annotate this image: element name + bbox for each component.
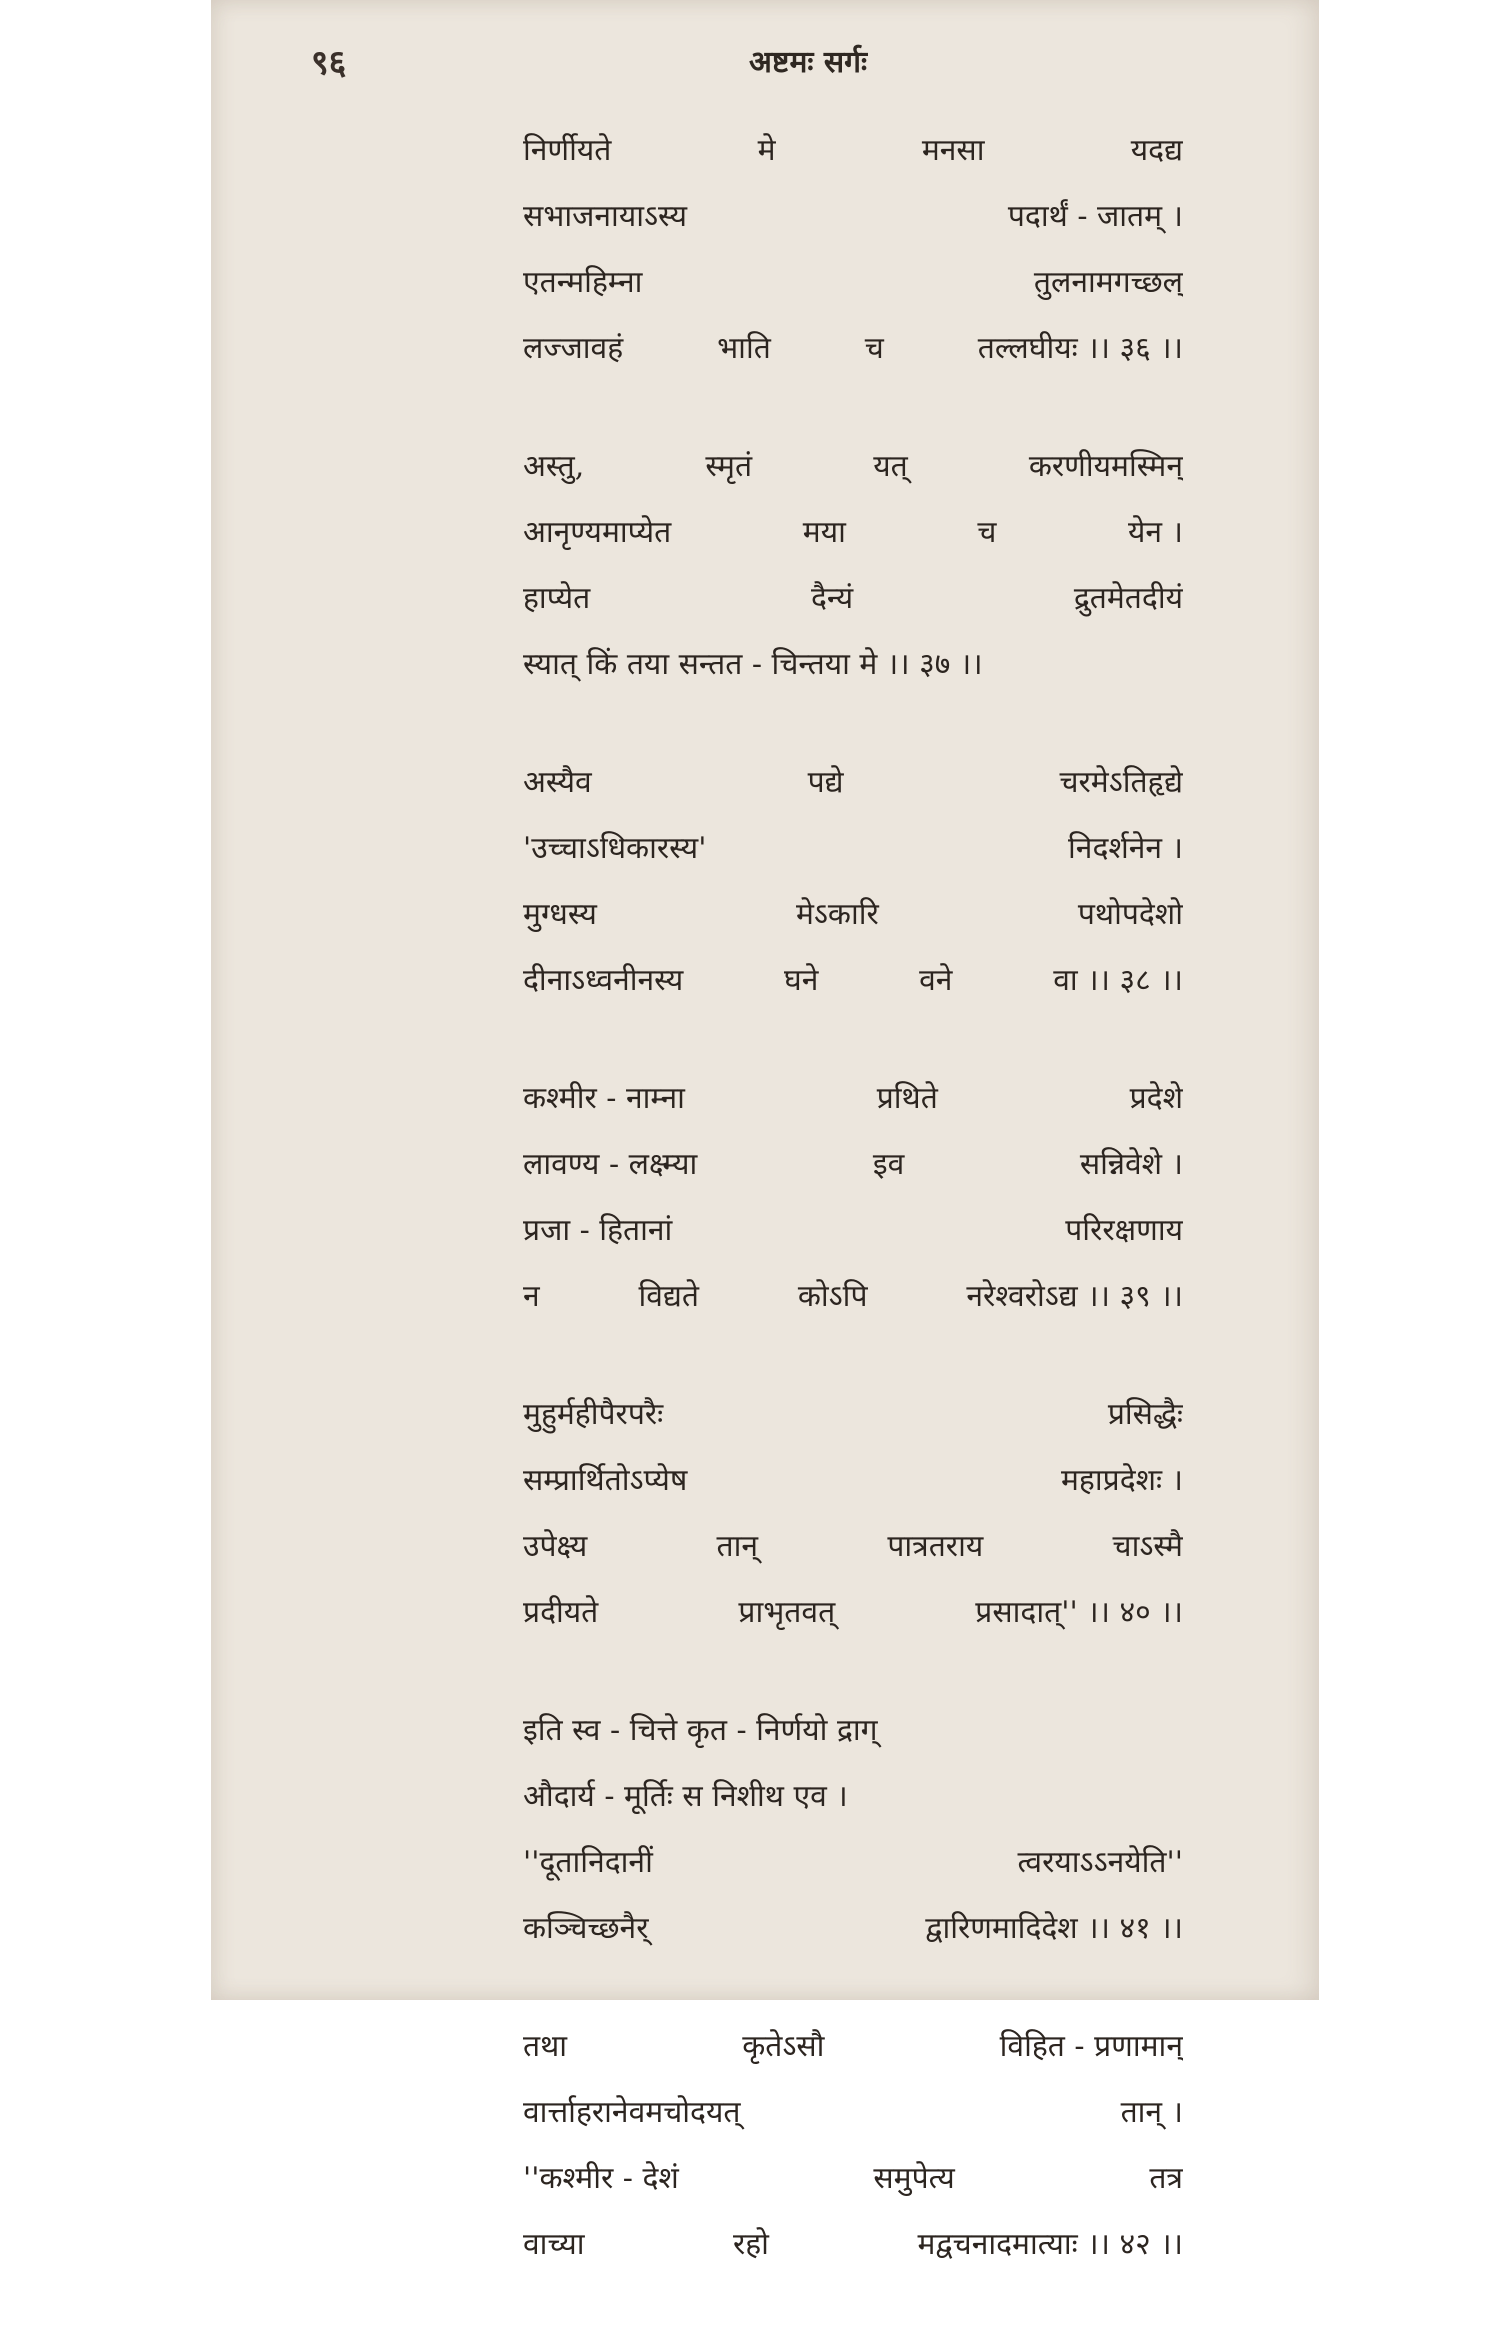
verse-word: द्रुतमेतदीयं [1073, 581, 1183, 616]
verse-word: तथा [523, 2029, 568, 2064]
verse-word: प्रदीयते [523, 1595, 599, 1630]
verse-word: अस्तु, [523, 449, 585, 484]
verse-word: रहो [732, 2227, 769, 2262]
verse-word: च [864, 331, 884, 366]
verse-stanza [523, 434, 1183, 698]
verse-word: न [523, 1279, 540, 1314]
verse-word: विद्यते [638, 1279, 699, 1314]
verse-line [523, 566, 1183, 632]
verse-line [523, 1066, 1183, 1132]
verse-word: निर्णीयते [523, 133, 612, 168]
verse-line [523, 2212, 1183, 2278]
verse-stanza [523, 2014, 1183, 2278]
verse-line [523, 1264, 1183, 1330]
verse-word: भाति [717, 331, 771, 366]
verse-word: उपेक्ष्य [523, 1529, 588, 1564]
verse-word: सन्निवेशे । [1079, 1147, 1183, 1182]
verse-word: येन । [1128, 515, 1183, 550]
verse-word: औदार्य - मूर्तिः स निशीथ एव । [523, 1779, 848, 1814]
verse-word: हाप्येत [523, 581, 591, 616]
verse-stanza [523, 118, 1183, 382]
verse-word: अस्यैव [523, 765, 592, 800]
verse-word: वार्त्ताहरानेवमचोदयत् [523, 2095, 741, 2130]
verse-word: पथोपदेशो [1077, 897, 1183, 932]
verse-word: तल्लघीयः ।। ३६ ।। [977, 331, 1183, 366]
right-margin [1319, 0, 1500, 2000]
verse-line [523, 1580, 1183, 1646]
verse-line [523, 632, 1183, 698]
verse-word: तत्र [1149, 2161, 1183, 2196]
verse-line [523, 118, 1183, 184]
chapter-header: अष्टमः सर्गः [749, 45, 868, 80]
verse-line [523, 1830, 1183, 1896]
verse-line [523, 434, 1183, 500]
verse-stanza [523, 1066, 1183, 1330]
verse-word: तुलनामगच्छल् [1033, 265, 1183, 300]
verse-word: महाप्रदेशः । [1060, 1463, 1183, 1498]
verse-word: कश्मीर - नाम्ना [523, 1081, 685, 1116]
verse-stanza [523, 1698, 1183, 1962]
verse-word: वने [919, 963, 953, 998]
verse-word: मुग्धस्य [523, 897, 597, 932]
verse-line [523, 250, 1183, 316]
verse-word: पद्ये [807, 765, 844, 800]
verse-word: दैन्यं [810, 581, 854, 616]
verse-word: मुहुर्महीपैरपरैः [523, 1397, 664, 1432]
verse-word: मे [757, 133, 776, 168]
verse-word: कञ्चिच्छनैर् [523, 1911, 649, 1946]
verse-word: एतन्महिम्ना [523, 265, 643, 300]
verse-word: मेऽकारि [795, 897, 879, 932]
verse-word: लज्जावहं [523, 331, 624, 366]
book-page [211, 0, 1319, 2262]
verse-word: परिरक्षणाय [1065, 1213, 1183, 1248]
verse-word: तान् [716, 1529, 759, 1564]
verse-stanza [523, 1382, 1183, 1646]
verse-word: त्वरयाऽऽनयेति'' [1017, 1845, 1183, 1880]
verse-word: सम्प्रार्थितोऽप्येष [523, 1463, 688, 1498]
verse-line [523, 750, 1183, 816]
verse-word: वाच्या [523, 2227, 585, 2262]
verse-line [523, 1764, 1183, 1830]
verse-word: चाऽस्मै [1112, 1529, 1183, 1564]
verse-list [523, 118, 1183, 2330]
verse-line [523, 1896, 1183, 1962]
verse-word: निदर्शनेन । [1068, 831, 1183, 866]
verse-word: विहित - प्रणामान् [999, 2029, 1183, 2064]
verse-word: मया [802, 515, 846, 550]
verse-line [523, 1448, 1183, 1514]
page-number: ९६ [311, 43, 347, 83]
verse-word: सभाजनायाऽस्य [523, 199, 688, 234]
verse-word: इति स्व - चित्ते कृत - निर्णयो द्राग् [523, 1713, 878, 1748]
verse-line [523, 2014, 1183, 2080]
verse-word: इव [872, 1147, 905, 1182]
verse-line [523, 1198, 1183, 1264]
verse-word: आनृण्यमाप्येत [523, 515, 672, 550]
verse-line [523, 882, 1183, 948]
verse-word: प्रथिते [876, 1081, 938, 1116]
verse-word: प्रदेशे [1129, 1081, 1183, 1116]
verse-word: लावण्य - लक्ष्म्या [523, 1147, 698, 1182]
verse-word: घने [783, 963, 819, 998]
verse-word: ''कश्मीर - देशं [523, 2161, 679, 2196]
verse-word: च [977, 515, 997, 550]
verse-word: प्राभृतवत् [738, 1595, 836, 1630]
verse-word: यत् [873, 449, 908, 484]
verse-word: यदद्य [1130, 133, 1183, 168]
verse-stanza [523, 750, 1183, 1014]
verse-word: द्वारिणमादिदेश ।। ४१ ।। [925, 1911, 1183, 1946]
verse-word: प्रसिद्धैः [1107, 1397, 1183, 1432]
verse-word: स्मृतं [705, 449, 753, 484]
verse-word: तान् । [1120, 2095, 1183, 2130]
verse-line [523, 2080, 1183, 2146]
verse-line [523, 500, 1183, 566]
verse-word: चरमेऽतिहृद्ये [1059, 765, 1183, 800]
verse-word: कृतेऽसौ [742, 2029, 825, 2064]
verse-word: पात्रतराय [887, 1529, 984, 1564]
verse-line [523, 2146, 1183, 2212]
verse-line [523, 1132, 1183, 1198]
verse-word: समुपेत्य [873, 2161, 955, 2196]
verse-line [523, 184, 1183, 250]
verse-word: मद्वचनादमात्याः ।। ४२ ।। [917, 2227, 1183, 2262]
verse-word: 'उच्चाऽधिकारस्य' [523, 831, 707, 866]
verse-word: ''दूतानिदानीं [523, 1845, 653, 1880]
verse-line [523, 316, 1183, 382]
verse-line [523, 948, 1183, 1014]
verse-word: कोऽपि [797, 1279, 868, 1314]
verse-line [523, 1698, 1183, 1764]
verse-word: स्यात् किं तया सन्तत - चिन्तया मे ।। ३७ ।। [523, 647, 983, 682]
verse-word: वा ।। ३८ ।। [1053, 963, 1183, 998]
verse-word: मनसा [921, 133, 985, 168]
verse-word: दीनाऽध्वनीनस्य [523, 963, 684, 998]
verse-word: नरेश्वरोऽद्य ।। ३९ ।। [966, 1279, 1183, 1314]
verse-word: प्रसादात्'' ।। ४० ।। [975, 1595, 1183, 1630]
verse-line [523, 1382, 1183, 1448]
verse-word: करणीयमस्मिन् [1028, 449, 1183, 484]
verse-word: पदार्थं - जातम् । [1007, 199, 1183, 234]
verse-word: प्रजा - हितानां [523, 1213, 673, 1248]
verse-line [523, 1514, 1183, 1580]
left-margin [0, 0, 211, 2000]
verse-line [523, 816, 1183, 882]
